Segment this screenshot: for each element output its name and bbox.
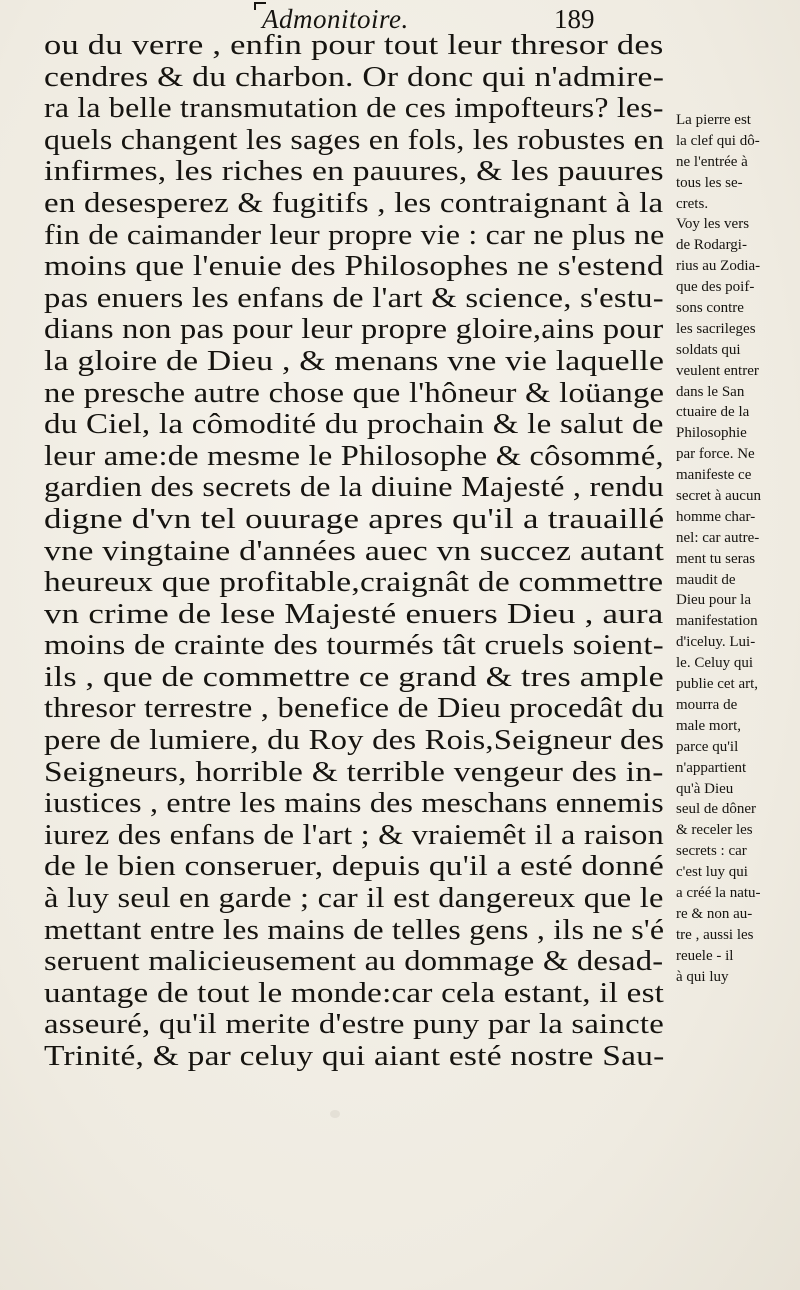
margin-note-line: veulent entrer bbox=[676, 362, 759, 379]
margin-note-line: ctuaire de la bbox=[676, 404, 750, 421]
text-line: ne presche autre chose que l'hôneur & loüange bbox=[44, 377, 665, 409]
margin-note-line: a créé la natu- bbox=[676, 884, 761, 901]
margin-note-line: manifeste ce bbox=[676, 467, 752, 484]
margin-note-line: de Rodargi- bbox=[676, 237, 747, 254]
text-line: ils , que de commettre ce grand & tres ample bbox=[44, 661, 664, 693]
margin-note-line: ne l'entrée à bbox=[676, 153, 748, 170]
margin-note-line: tous les se- bbox=[676, 174, 743, 191]
margin-note-line: tre , aussi les bbox=[676, 926, 754, 943]
margin-note-line: Philosophie bbox=[676, 425, 747, 442]
text-line: en desesperez & fugitifs , les contraignant à la bbox=[44, 187, 664, 219]
text-line: uantage de tout le monde:car cela estant, il est bbox=[44, 977, 665, 1009]
margin-note-line: secret à aucun bbox=[676, 488, 761, 505]
text-line: leur ame:de mesme le Philosophe & côsommé, bbox=[44, 440, 664, 472]
text-line: dians non pas pour leur propre gloire,ains pour bbox=[44, 314, 664, 346]
margin-note-line: la clef qui dô- bbox=[676, 132, 760, 149]
text-line: la gloire de Dieu , & menans vne vie laquelle bbox=[44, 345, 665, 377]
text-line: cendres & du charbon. Or donc qui n'admire- bbox=[44, 61, 665, 93]
text-line: heureux que profitable,craignât de commettre bbox=[44, 567, 664, 599]
margin-note-line: le. Celuy qui bbox=[676, 655, 754, 672]
text-line: vne vingtaine d'années auec vn succez autant bbox=[44, 535, 665, 567]
text-line: gardien des secrets de la diuine Majesté , rendu bbox=[44, 472, 664, 504]
text-line: moins que l'enuie des Philosophes ne s'estend bbox=[44, 251, 664, 283]
text-line: mettant entre les mains de telles gens , ils ne s'é bbox=[44, 914, 665, 946]
margin-note-line: n'appartient bbox=[676, 759, 747, 776]
text-line: vn crime de lese Majesté enuers Dieu , aura bbox=[44, 598, 664, 630]
margin-note-line: à qui luy bbox=[676, 968, 729, 985]
margin-note-line: dans le San bbox=[676, 383, 745, 400]
text-line: ra la belle transmutation de ces impofteurs? les- bbox=[44, 93, 664, 125]
marginal-note bbox=[676, 110, 798, 987]
margin-note-line: secrets : car bbox=[676, 843, 747, 860]
text-line: fin de caimander leur propre vie : car ne plus ne bbox=[44, 219, 665, 251]
margin-note-line: c'est luy qui bbox=[676, 864, 748, 881]
text-line: Trinité, & par celuy qui aiant esté nostre Sau- bbox=[44, 1041, 665, 1072]
paper-blemish bbox=[330, 1110, 340, 1118]
margin-note-line: mourra de bbox=[676, 696, 738, 713]
text-line: du Ciel, la cômodité du prochain & le salut de bbox=[44, 409, 664, 441]
margin-note-line: maudit de bbox=[676, 571, 736, 588]
text-line: seruent malicieusement au dommage & desad- bbox=[44, 946, 664, 978]
text-line: de le bien conseruer, depuis qu'il a esté donné bbox=[44, 851, 665, 883]
margin-note-line: rius au Zodia- bbox=[676, 258, 761, 275]
margin-note-line: publie cet art, bbox=[676, 676, 759, 693]
margin-note-line: Voy les vers bbox=[676, 216, 750, 233]
text-line: thresor terrestre , benefice de Dieu procedât du bbox=[44, 693, 665, 725]
margin-note-line: les sacrileges bbox=[676, 320, 756, 337]
text-line: iurez des enfans de l'art ; & vraiemêt il a raison bbox=[44, 819, 664, 851]
margin-note-line: reuele - il bbox=[676, 947, 734, 964]
margin-note-line: La pierre est bbox=[676, 112, 751, 128]
margin-note-line: parce qu'il bbox=[676, 738, 739, 755]
running-head-title: Admonitoire. bbox=[262, 4, 409, 34]
text-line: quels changent les sages en fols, les robustes en bbox=[44, 124, 665, 156]
margin-note-line: re & non au- bbox=[676, 905, 753, 922]
paper-blemish bbox=[612, 610, 626, 620]
margin-note-line: seul de dôner bbox=[676, 801, 756, 818]
text-line: à luy seul en garde ; car il est dangereux que le bbox=[44, 883, 664, 915]
page-number: 189 bbox=[554, 4, 595, 34]
margin-note-line: Dieu pour la bbox=[676, 592, 751, 609]
text-line: Seigneurs, horrible & terrible vengeur des in- bbox=[44, 756, 664, 788]
margin-note-line: soldats qui bbox=[676, 341, 741, 358]
margin-note-line: d'iceluy. Lui- bbox=[676, 634, 756, 651]
margin-note-line: nel: car autre- bbox=[676, 529, 760, 546]
margin-note-line: crets. bbox=[676, 195, 709, 212]
text-line: ou du verre , enfin pour tout leur thresor des bbox=[44, 30, 664, 61]
margin-note-line: male mort, bbox=[676, 717, 741, 734]
margin-note-line: par force. Ne bbox=[676, 446, 755, 463]
text-line: pere de lumiere, du Roy des Rois,Seigneur des bbox=[44, 725, 665, 757]
margin-note-line: qu'à Dieu bbox=[676, 780, 734, 797]
margin-note-line: ment tu seras bbox=[676, 550, 756, 567]
main-text-column bbox=[44, 30, 666, 1073]
text-line: moins de crainte des tourmés tât cruels soient- bbox=[44, 630, 664, 662]
margin-note-line: & receler les bbox=[676, 822, 753, 839]
text-line: pas enuers les enfans de l'art & science, s'estu- bbox=[44, 282, 664, 314]
text-line: digne d'vn tel ouurage apres qu'il a trauaillé bbox=[44, 503, 665, 535]
margin-note-line: sons contre bbox=[676, 300, 744, 317]
text-line: infirmes, les riches en pauures, & les pauures bbox=[44, 156, 664, 188]
text-line: iustices , entre les mains des meschans ennemis bbox=[44, 788, 664, 820]
text-line: asseuré, qu'il merite d'estre puny par la saincte bbox=[44, 1009, 665, 1041]
margin-note-line: que des poif- bbox=[676, 279, 755, 296]
margin-note-line: homme char- bbox=[676, 508, 756, 525]
margin-note-line: manifestation bbox=[676, 613, 758, 630]
